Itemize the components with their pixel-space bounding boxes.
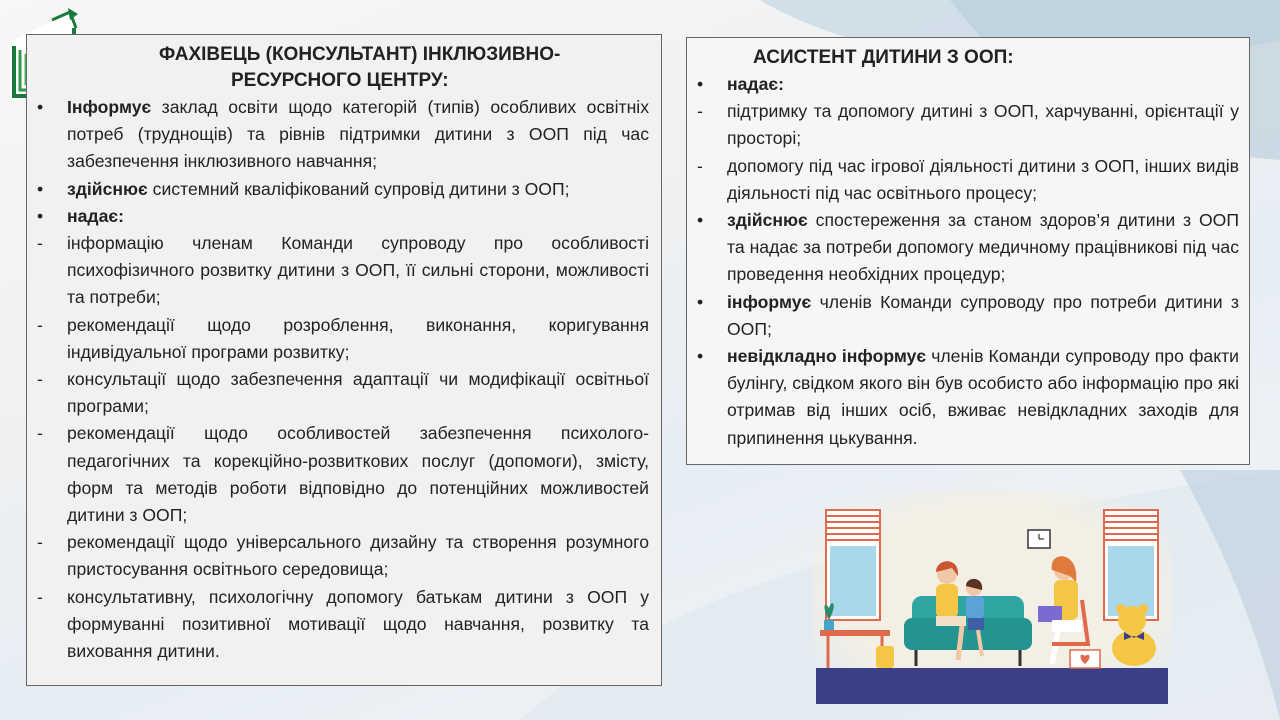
item-keyword: надає: bbox=[67, 205, 124, 226]
item-text: підтримку та допомогу дитині з ООП, харчуванні, орієнтації у просторі; bbox=[727, 101, 1239, 149]
list-marker: • bbox=[37, 178, 44, 199]
list-marker: - bbox=[697, 101, 703, 122]
specialist-duties-list bbox=[35, 94, 649, 665]
list-item bbox=[35, 176, 649, 203]
list-marker: - bbox=[37, 423, 43, 444]
list-marker: - bbox=[697, 155, 703, 176]
list-item bbox=[695, 207, 1239, 289]
specialist-title-line2: РЕСУРСНОГО ЦЕНТРУ: bbox=[231, 70, 449, 91]
item-text: допомогу під час ігрової діяльності дитини з ООП, інших видів діяльності під час освітнього процесу; bbox=[727, 155, 1239, 203]
list-marker: - bbox=[37, 586, 43, 607]
list-item bbox=[35, 230, 649, 312]
item-text: членів Команди супроводу про потреби дитини з ООП; bbox=[727, 291, 1239, 339]
item-text: інформацію членам Команди супроводу про особливості психофізичного розвитку дитини з ООП, її сильні сторони, можливості та потреби; bbox=[67, 233, 649, 308]
list-item bbox=[695, 289, 1239, 343]
list-marker: • bbox=[697, 291, 704, 312]
list-item bbox=[35, 584, 649, 666]
assistant-duties-list bbox=[695, 71, 1239, 452]
list-item bbox=[35, 203, 649, 230]
item-keyword: Інформує bbox=[67, 97, 152, 117]
specialist-title-line1: ФАХІВЕЦЬ (КОНСУЛЬТАНТ) ІНКЛЮЗИВНО- bbox=[159, 44, 561, 65]
list-marker: - bbox=[37, 532, 43, 553]
list-item bbox=[35, 312, 649, 366]
list-item bbox=[35, 366, 649, 420]
item-text: заклад освіти щодо категорій (типів) особливих освітніх потреб (труднощів) та рівнів підтримки дитини з ООП під час забезпечення інклюзивного навчання; bbox=[67, 97, 649, 172]
list-item bbox=[695, 98, 1239, 152]
list-marker: • bbox=[697, 210, 704, 231]
specialist-panel bbox=[26, 34, 662, 686]
item-keyword: інформує bbox=[727, 291, 812, 312]
item-keyword: невідкладно інформує bbox=[727, 346, 927, 367]
list-item bbox=[35, 420, 649, 529]
item-text: системний кваліфікований супровід дитини з ООП; bbox=[147, 178, 570, 199]
item-keyword: здійснює bbox=[67, 178, 148, 199]
specialist-title bbox=[35, 41, 649, 94]
item-text: рекомендації щодо розроблення, виконання, коригування індивідуальної програми розвитку; bbox=[67, 314, 649, 362]
item-keyword: здійснює bbox=[727, 210, 808, 231]
list-item bbox=[35, 94, 649, 176]
list-item bbox=[695, 343, 1239, 452]
list-marker: - bbox=[37, 369, 43, 390]
list-marker: - bbox=[37, 314, 43, 335]
item-text: рекомендації щодо особливостей забезпечення психолого-педагогічних та корекційно-розвиткових послуг (допомоги), змісту, форм та методів роботи відповідно до потенційних можливостей дитини з ООП; bbox=[67, 423, 649, 526]
item-keyword: надає: bbox=[727, 74, 784, 94]
list-item bbox=[695, 153, 1239, 207]
item-text: консультативну, психологічну допомогу батькам дитини з ООП у формуванні позитивної мотивації щодо навчання, розвитку та виховання дитини. bbox=[67, 586, 649, 662]
item-text: спостереження за станом здоров’я дитини з ООП та надає за потреби допомогу медичному працівникові під час проведення необхідних процедур; bbox=[727, 210, 1239, 285]
list-marker: - bbox=[37, 233, 43, 254]
item-text: членів Команди супроводу про факти булінгу, свідком якого він був особисто або інформацію про які отримав від інших осіб, вживає невідкладних заходів для припинення цькування. bbox=[727, 346, 1239, 448]
list-marker: • bbox=[37, 97, 44, 117]
list-marker: • bbox=[37, 205, 44, 226]
assistant-title: АСИСТЕНТ ДИТИНИ З ООП: bbox=[753, 47, 1014, 68]
list-item bbox=[35, 529, 649, 583]
item-text: консультації щодо забезпечення адаптації чи модифікації освітньої програми; bbox=[67, 369, 649, 417]
list-item bbox=[695, 71, 1239, 98]
item-text: рекомендації щодо універсального дизайну та створення розумного пристосування освітнього середовища; bbox=[67, 532, 649, 580]
assistant-panel bbox=[686, 37, 1250, 465]
list-marker: • bbox=[697, 346, 704, 367]
family-consultation-illustration bbox=[812, 490, 1172, 704]
list-marker: • bbox=[697, 74, 704, 94]
